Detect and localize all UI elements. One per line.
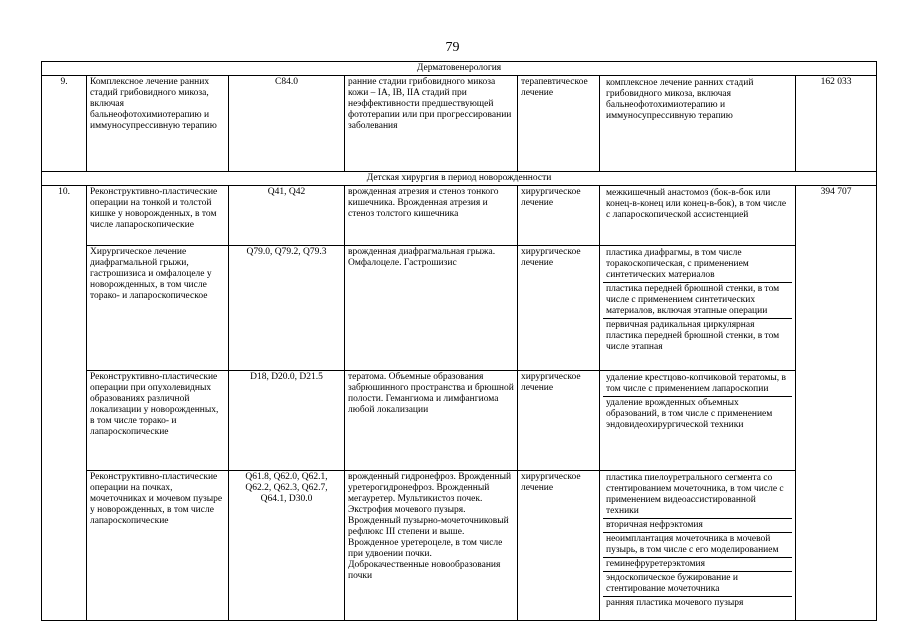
methods-cell [600, 246, 796, 371]
table-row [42, 371, 877, 471]
method-item: неоимплантация мочеточника в мочевой пузырь, в том числе с его моделированием [603, 533, 792, 558]
method-item: вторичная нефрэктомия [603, 519, 792, 533]
method-item: эндоскопическое бужирование и стентирование мочеточника [603, 572, 792, 597]
service-name: Реконструктивно-пластические операции при опухолевидных образованиях различной локализации у новорожденных, в том числе торако- и лапароскопические [87, 371, 229, 471]
table-row [42, 186, 877, 246]
method-item: комплексное лечение ранних стадий грибовидного микоза, включая бальнеофотохимиотерапию и иммуносупрессивную терапию [606, 78, 754, 121]
treatment-type: хирургическое лечение [518, 186, 600, 246]
price: 162 033 [796, 76, 877, 172]
service-name: Хирургическое лечение диафрагмальной грыжи, гастрошизиса и омфалоцеле у новорожденных, в том числе торако- и лапароскопическое [87, 246, 229, 371]
page-number: 79 [445, 40, 460, 55]
icd-code: D18, D20.0, D21.5 [229, 371, 345, 471]
method-item: первичная радикальная циркулярная пластика передней брюшной стенки, в том числе этапная [606, 320, 780, 352]
patient-model: врожденный гидронефроз. Врожденный уретерогидронефроз. Врожденный мегауретер. Мультикистоз почек. Экстрофия мочевого пузыря. Врожденный пузырно-мочеточниковый рефлюкс III степени и выше. Врожденное уретероцеле, в том числе при удвоении почки. Доброкачественные новообразования почки [345, 471, 518, 621]
table-row [42, 76, 877, 172]
service-name: Комплексное лечение ранних стадий грибовидного микоза, включая бальнеофотохимиотерапию и иммуносупрессивную терапию [87, 76, 229, 172]
icd-code: Q79.0, Q79.2, Q79.3 [229, 246, 345, 371]
row-number: 10. [42, 186, 87, 621]
method-item: пластика пиелоуретрального сегмента со стентированием мочеточника, в том числе с применением видеоассистированной техники [603, 472, 792, 519]
service-name: Реконструктивно-пластические операции на тонкой и толстой кишке у новорожденных, в том числе лапароскопические [87, 186, 229, 246]
icd-code: Q41, Q42 [229, 186, 345, 246]
treatment-type: хирургическое лечение [518, 471, 600, 621]
method-item: ранняя пластика мочевого пузыря [606, 598, 744, 608]
method-item: пластика диафрагмы, в том числе торакоскопическая, с применением синтетических материалов [603, 247, 792, 283]
icd-code: C84.0 [229, 76, 345, 172]
section-header-row [42, 62, 877, 76]
methods-cell [600, 371, 796, 471]
methods-cell [600, 186, 796, 246]
patient-model: тератома. Объемные образования забрюшинного пространства и брюшной полости. Гемангиома и лимфангиома любой локализации [345, 371, 518, 471]
section-title: Дерматовенерология [42, 62, 877, 76]
method-item: межкишечный анастомоз (бок-в-бок или конец-в-конец или конец-в-бок), в том числе с лапароскопической ассистенцией [606, 188, 787, 220]
method-item: пластика передней брюшной стенки, в том числе с применением синтетических материалов, включая этапные операции [603, 283, 792, 319]
method-item: удаление врожденных объемных образований, в том числе с применением эндовидеохирургической техники [606, 398, 773, 430]
patient-model: врожденная диафрагмальная грыжа. Омфалоцеле. Гастрошизис [345, 246, 518, 371]
section-title: Детская хирургия в период новорожденности [42, 172, 877, 186]
table-row [42, 246, 877, 371]
methods-cell [600, 471, 796, 621]
patient-model: ранние стадии грибовидного микоза кожи – IA, IB, IIA стадий при неэффективности предшествующей фототерапии или при прогрессировании заболевания [345, 76, 518, 172]
services-table [41, 61, 877, 621]
methods-cell [600, 76, 796, 172]
service-name: Реконструктивно-пластические операции на почках, мочеточниках и мочевом пузыре у новорожденных, в том числе лапароскопические [87, 471, 229, 621]
icd-code: Q61.8, Q62.0, Q62.1, Q62.2, Q62.3, Q62.7, Q64.1, D30.0 [229, 471, 345, 621]
treatment-type: хирургическое лечение [518, 246, 600, 371]
method-item: геминефруретерэктомия [603, 558, 792, 572]
table-row [42, 471, 877, 621]
section-header-row [42, 172, 877, 186]
row-number: 9. [42, 76, 87, 172]
patient-model: врожденная атрезия и стеноз тонкого кишечника. Врожденная атрезия и стеноз толстого кишечника [345, 186, 518, 246]
treatment-type: терапевтическое лечение [518, 76, 600, 172]
price: 394 707 [796, 186, 877, 621]
method-item: удаление крестцово-копчиковой тератомы, в том числе с применением лапароскопии [603, 372, 792, 397]
treatment-type: хирургическое лечение [518, 371, 600, 471]
